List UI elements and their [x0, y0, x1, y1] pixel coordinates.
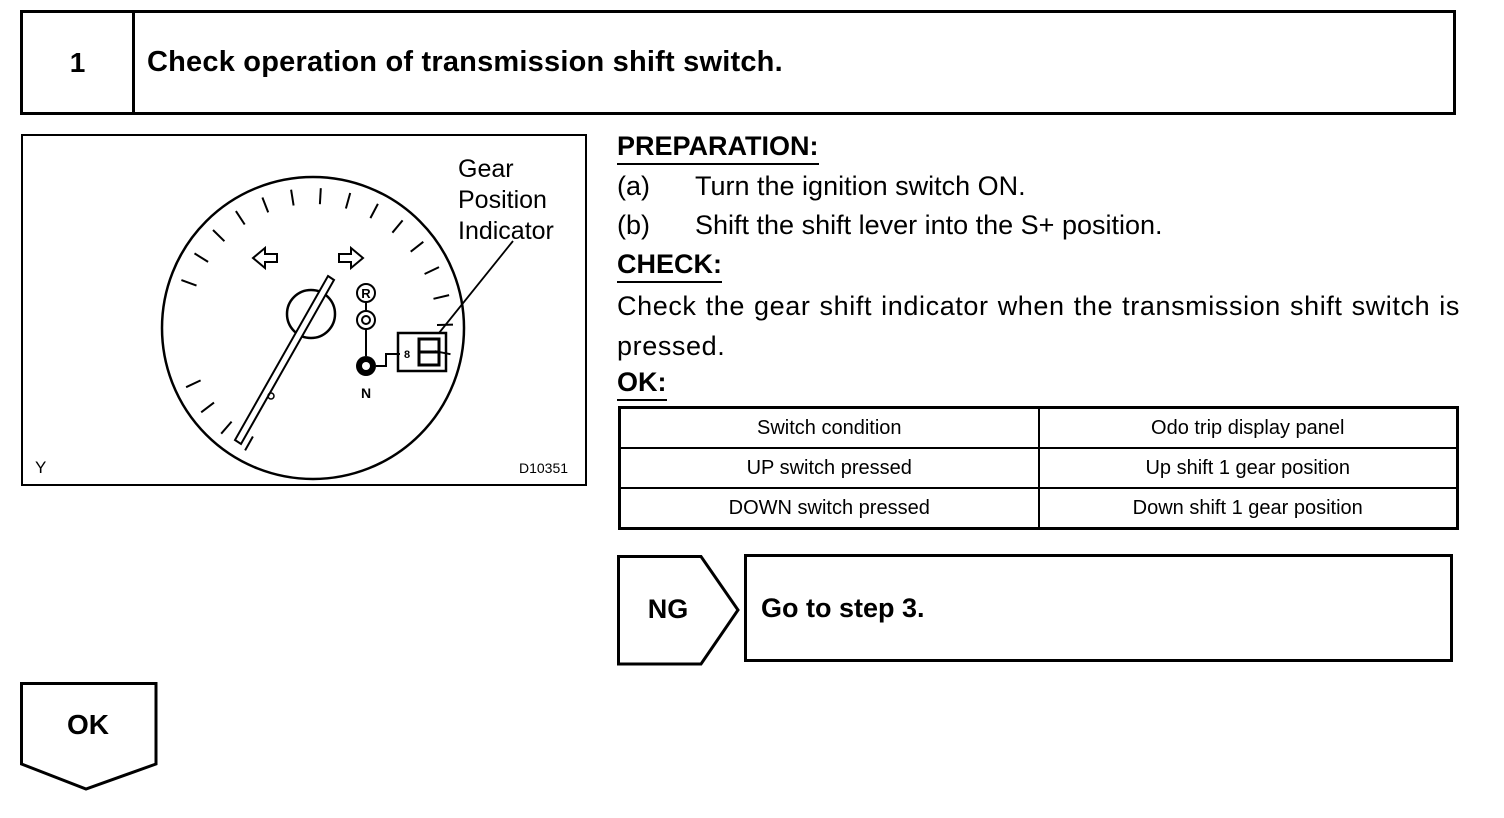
table-header-row	[620, 408, 1458, 449]
right-turn-arrow-icon	[339, 248, 363, 268]
table-cell: UP switch pressed	[620, 448, 1039, 488]
dial-tick	[221, 422, 231, 434]
table-row	[620, 488, 1458, 529]
dial-tick	[425, 267, 439, 274]
ok-result-label: OK	[67, 709, 109, 740]
table-cell: DOWN switch pressed	[620, 488, 1039, 529]
dial-tick	[186, 380, 201, 387]
ng-target-text: Go to step 3.	[761, 592, 925, 623]
table-cell: Up shift 1 gear position	[1039, 448, 1458, 488]
svg-text:R: R	[361, 286, 371, 301]
dial-outline	[162, 177, 464, 479]
dial-tick	[434, 295, 450, 299]
dial-tick-marks	[181, 188, 453, 450]
step-header	[20, 10, 1456, 115]
gauge-illustration	[21, 134, 587, 486]
dial-tick	[392, 220, 402, 232]
dial-tick	[181, 280, 196, 286]
dial-tick	[370, 204, 378, 218]
dial-tick	[320, 188, 321, 204]
table-cell: Down shift 1 gear position	[1039, 488, 1458, 529]
svg-text:N: N	[360, 385, 372, 401]
dial-tick	[213, 230, 224, 241]
dial-tick	[236, 211, 245, 224]
table-header-cell: Odo trip display panel	[1039, 408, 1458, 449]
callout-leader-line	[439, 241, 513, 333]
table-row	[620, 448, 1458, 488]
dial-tick	[201, 403, 214, 413]
preparation-step-b: (b) Shift the shift lever into the S+ position.	[617, 210, 1163, 240]
svg-text:8: 8	[403, 349, 411, 361]
dial-tick	[291, 190, 294, 206]
check-text: Check the gear shift indicator when the transmission shift switch is pressed.	[617, 291, 1460, 361]
left-turn-arrow-icon	[253, 248, 277, 268]
ng-go-to-step-box	[744, 554, 1453, 662]
ok-criteria-table	[618, 406, 1459, 530]
preparation-step-a: (a) Turn the ignition switch ON.	[617, 171, 1026, 201]
table-header-cell: Switch condition	[620, 408, 1039, 449]
dial-tick	[262, 198, 268, 213]
ok-heading: OK:	[617, 367, 667, 401]
dial-tick	[411, 242, 424, 252]
step-number: 1	[23, 13, 135, 112]
dial-needle	[235, 276, 334, 444]
gear-position-indicator-callout: Gear Position Indicator	[458, 155, 554, 245]
illustration-corner-label: Y	[35, 458, 47, 477]
dial-tick	[346, 193, 350, 209]
dial-tick	[245, 437, 253, 451]
preparation-heading: PREPARATION:	[617, 131, 819, 165]
step-title: Check operation of transmission shift switch.	[147, 46, 783, 78]
dial-tick	[195, 253, 209, 262]
check-heading: CHECK:	[617, 249, 722, 283]
ng-label: NG	[647, 593, 689, 624]
illustration-code: D10351	[519, 460, 569, 476]
